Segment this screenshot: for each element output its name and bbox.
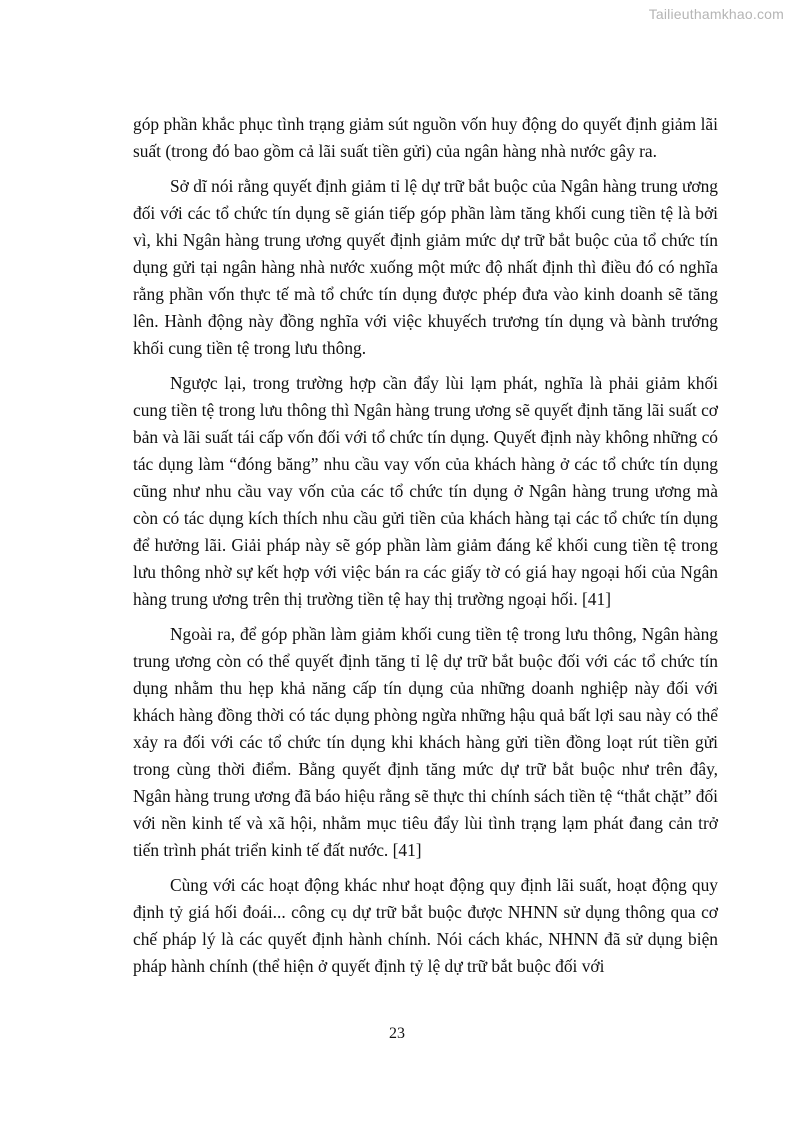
document-body [133, 111, 718, 988]
page-number: 23 [389, 1025, 405, 1042]
paragraph-continuation: góp phần khắc phục tình trạng giảm sút nguồn vốn huy động do quyết định giảm lãi suất (trong đó bao gồm cả lãi suất tiền gửi) của ngân hàng nhà nước gây ra. [133, 114, 718, 161]
paragraph-inflation-control: Ngược lại, trong trường hợp cần đẩy lùi lạm phát, nghĩa là phải giảm khối cung tiền tệ trong lưu thông thì Ngân hàng trung ương sẽ quyết định tăng lãi suất cơ bản và lãi suất tái cấp vốn đối với tổ chức tín dụng. Quyết định này không những có tác dụng làm “đóng băng” nhu cầu vay vốn của khách hàng ở các tổ chức tín dụng cũng như nhu cầu vay vốn của các tổ chức tín dụng ở Ngân hàng trung ương mà còn có tác dụng kích thích nhu cầu gửi tiền của khách hàng tại các tổ chức tín dụng để hưởng lãi. Giải pháp này sẽ góp phần làm giảm đáng kể khối cung tiền tệ trong lưu thông nhờ sự kết hợp với việc bán ra các giấy tờ có giá hay ngoại hối của Ngân hàng trung ương trên thị trường tiền tệ hay thị trường ngoại hối. [41] [133, 373, 718, 609]
paragraph-reserve-increase: Ngoài ra, để góp phần làm giảm khối cung tiền tệ trong lưu thông, Ngân hàng trung ương còn có thể quyết định tăng tỉ lệ dự trữ bắt buộc đối với các tổ chức tín dụng nhằm thu hẹp khả năng cấp tín dụng của những doanh nghiệp này đối với khách hàng đồng thời có tác dụng phòng ngừa những hậu quả bất lợi sau này có thể xảy ra đối với các tổ chức tín dụng khi khách hàng gửi tiền đồng loạt rút tiền gửi trong cùng thời điểm. Bằng quyết định tăng mức dự trữ bắt buộc như trên đây, Ngân hàng trung ương đã báo hiệu rằng sẽ thực thi chính sách tiền tệ “thắt chặt” đối với nền kinh tế và xã hội, nhằm mục tiêu đẩy lùi tình trạng lạm phát đang cản trở tiến trình phát triển kinh tế đất nước. [41] [133, 624, 718, 860]
paragraph-administrative-measures: Cùng với các hoạt động khác như hoạt động quy định lãi suất, hoạt động quy định tỷ giá hối đoái... công cụ dự trữ bắt buộc được NHNN sử dụng thông qua cơ chế pháp lý là các quyết định hành chính. Nói cách khác, NHNN đã sử dụng biện pháp hành chính (thể hiện ở quyết định tỷ lệ dự trữ bắt buộc đối với [133, 875, 718, 976]
watermark-text: Tailieuthamkhao.com [648, 6, 784, 22]
paragraph-reserve-reduction: Sở dĩ nói rằng quyết định giảm tỉ lệ dự trữ bắt buộc của Ngân hàng trung ương đối với các tổ chức tín dụng sẽ gián tiếp góp phần làm tăng khối cung tiền tệ là bởi vì, khi Ngân hàng trung ương quyết định giảm mức dự trữ bắt buộc của tổ chức tín dụng gửi tại ngân hàng nhà nước xuống một mức độ nhất định thì điều đó có nghĩa rằng phần vốn thực tế mà tổ chức tín dụng được phép đưa vào kinh doanh sẽ tăng lên. Hành động này đồng nghĩa với việc khuyếch trương tín dụng và bành trướng khối cung tiền tệ trong lưu thông. [133, 176, 718, 358]
